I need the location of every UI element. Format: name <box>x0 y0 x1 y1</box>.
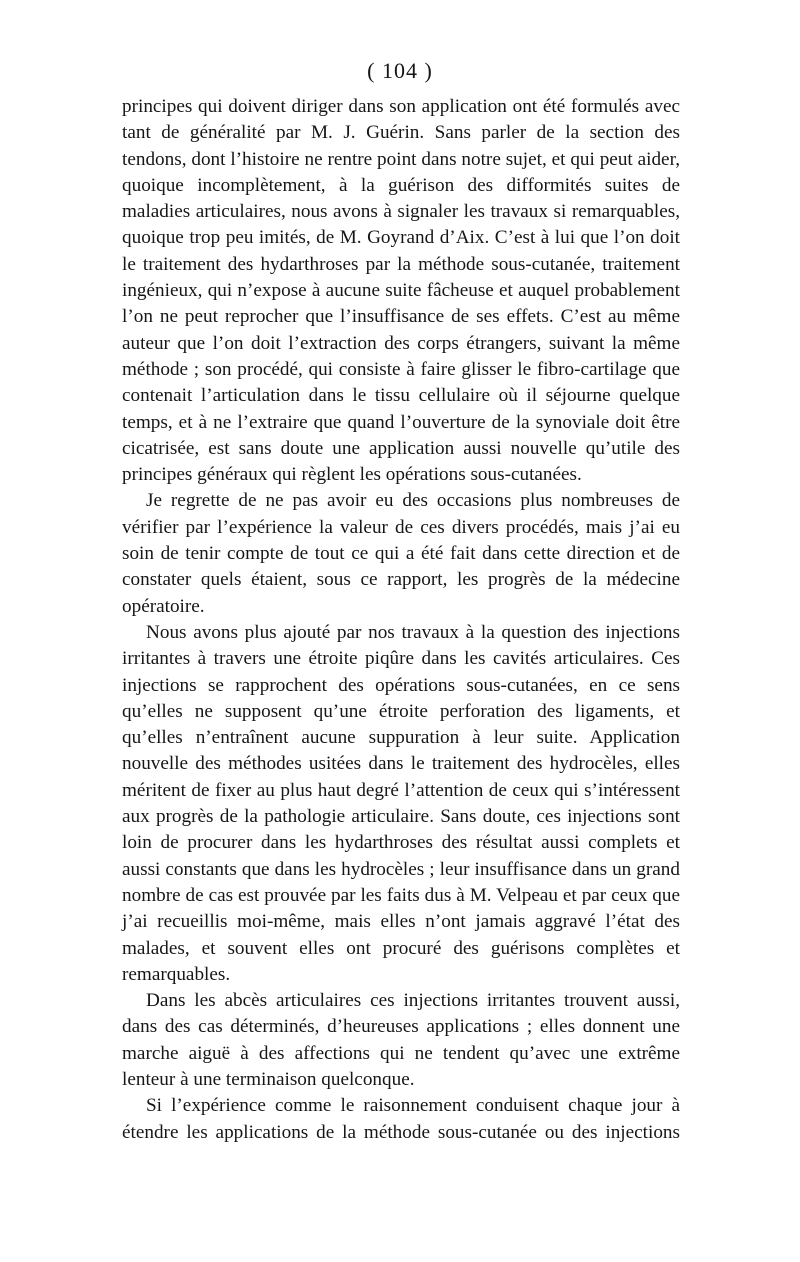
paragraph-2: Je regrette de ne pas avoir eu des occasions plus nombreuses de vérifier par l’expérience la valeur de ces divers procédés, mais j’ai eu soin de tenir compte de tout ce qui a été fait dans cette direction et de constater quels étaient, sous ce rapport, les progrès de la médecine opératoire. <box>122 490 680 617</box>
paragraph-4: Dans les abcès articulaires ces injections irritantes trouvent aussi, dans des cas déterminés, d’heureuses applications ; elles donnent une marche aiguë à des affections qui ne tendent qu’avec une extrême lenteur à une terminaison quelconque. <box>122 990 680 1090</box>
paragraph-1-continuation: principes qui doivent diriger dans son application ont été formulés avec tant de généralité par M. J. Guérin. Sans parler de la section des tendons, dont l’histoire ne rentre point dans notre sujet, et qui peut aider, quoique incomplètement, à la guérison des difformités suites de maladies articulaires, nous avons à signaler les travaux si remarquables, quoique trop peu imités, de M. Goyrand d’Aix. C’est à lui que l’on doit le traitement des hydarthroses par la méthode sous-cutanée, traitement ingénieux, qui n’expose à aucune suite fâcheuse et auquel probablement l’on ne peut reprocher que l’insuffisance de ses effets. C’est au même auteur que l’on doit l’extraction des corps étrangers, suivant la même méthode ; son procédé, qui consiste à faire glisser le fibro-cartilage que contenait l’articulation dans le tissu cellulaire où il séjourne quelque temps, et à ne l’extraire que quand l’ouverture de la synoviale doit être cicatrisée, est sans doute une application aussi nouvelle qu’utile des principes généraux qui règlent les opérations sous-cutanées. <box>122 96 680 486</box>
page-number: ( 104 ) <box>367 58 433 83</box>
body-text <box>122 94 680 1146</box>
paragraph-3: Nous avons plus ajouté par nos travaux à la question des injections irritantes à travers une étroite piqûre dans les cavités articulaires. Ces injections se rapprochent des opérations sous-cutanées, en ce sens qu’elles ne supposent qu’une étroite perforation des ligaments, et qu’elles n’entraînent aucune suppuration à leur suite. Application nouvelle des méthodes usitées dans le traitement des hydrocèles, elles méritent de fixer au plus haut degré l’attention de ceux qui s’intéressent aux progrès de la pathologie articulaire. Sans doute, ces injections sont loin de procurer dans les hydarthroses des résultat aussi complets et aussi constants que dans les hydrocèles ; leur insuffisance dans un grand nombre de cas est prouvée par les faits dus à M. Velpeau et par ceux que j’ai recueillis moi-même, mais elles n’ont jamais aggravé l’état des malades, et souvent elles ont procuré des guérisons complètes et remarquables. <box>122 621 680 985</box>
paragraph-5: Si l’expérience comme le raisonnement conduisent chaque jour à étendre les applications de la méthode sous-cutanée ou des injections <box>122 1095 680 1143</box>
